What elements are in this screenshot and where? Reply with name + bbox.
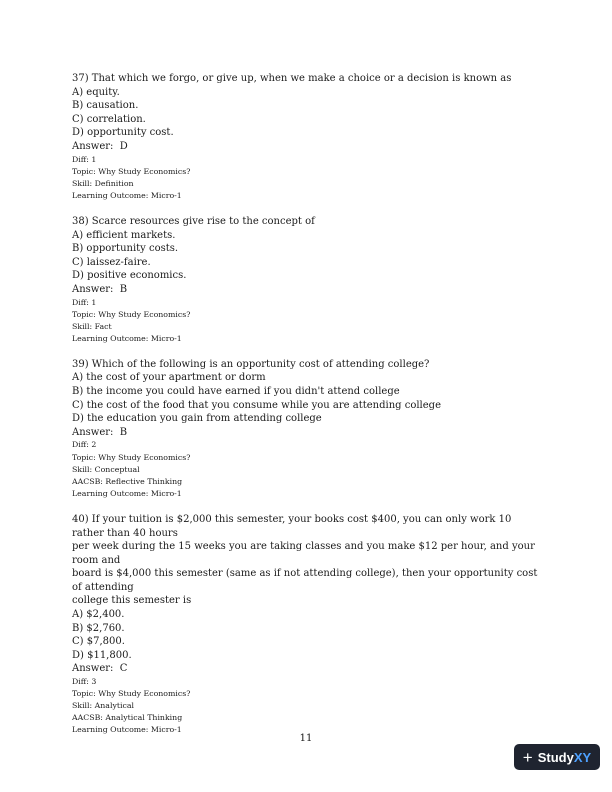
question-stem-line-4: college this semester is [72,595,192,607]
question-40 [72,513,542,737]
question-stem-line-1: 40) If your tuition is $2,000 this semester, your books cost $400, you can only work 10 rather than 40 hours [72,513,515,539]
meta-learning-outcome: Learning Outcome: Micro-1 [72,190,182,200]
meta-topic: Topic: Why Study Economics? [72,309,191,319]
meta-aacsb: AACSB: Analytical Thinking [72,713,183,723]
answer: Answer: B [72,426,128,438]
page-number: 11 [299,733,313,744]
meta-skill: Skill: Conceptual [72,464,140,474]
option-a: A) efficient markets. [72,229,176,241]
question-37 [72,72,542,202]
option-a: A) the cost of your apartment or dorm [72,372,266,384]
question-stem: 38) Scarce resources give rise to the concept of [72,215,315,227]
meta-topic: Topic: Why Study Economics? [72,452,191,462]
option-b: B) $2,760. [72,622,125,634]
option-c: C) laissez-faire. [72,256,151,268]
option-a: A) $2,400. [72,609,125,621]
meta-learning-outcome: Learning Outcome: Micro-1 [72,333,182,343]
option-b: B) the income you could have earned if you didn't attend college [72,386,400,398]
answer: Answer: D [72,140,128,152]
badge-text-main: Study [537,749,574,765]
meta-skill: Skill: Analytical [72,701,134,711]
meta-topic: Topic: Why Study Economics? [72,689,191,699]
meta-learning-outcome: Learning Outcome: Micro-1 [72,488,182,498]
option-d: D) $11,800. [72,649,132,661]
meta-skill: Skill: Definition [72,178,134,188]
badge-text-accent: XY [573,749,592,765]
option-c: C) $7,800. [72,636,125,648]
document-page [72,72,542,750]
meta-diff: Diff: 3 [72,677,97,687]
question-stem-line-2: per week during the 15 weeks you are taking classes and you make $12 per hour, and your room and [72,541,539,566]
answer: Answer: B [72,283,128,295]
option-c: C) the cost of the food that you consume while you are attending college [72,399,441,411]
meta-topic: Topic: Why Study Economics? [72,166,191,176]
question-39 [72,358,542,500]
studyxy-badge[interactable] [514,744,600,770]
meta-diff: Diff: 2 [72,440,97,450]
answer: Answer: C [72,663,128,675]
meta-aacsb: AACSB: Reflective Thinking [72,476,183,486]
meta-learning-outcome: Learning Outcome: Micro-1 [72,725,182,735]
plus-icon: + [522,747,533,767]
meta-diff: Diff: 1 [72,154,97,164]
meta-diff: Diff: 1 [72,297,97,307]
option-a: A) equity. [72,86,120,98]
option-d: D) the education you gain from attending college [72,413,322,425]
meta-skill: Skill: Fact [72,321,112,331]
option-b: B) opportunity costs. [72,243,179,255]
question-stem: 39) Which of the following is an opportunity cost of attending college? [72,358,430,370]
option-b: B) causation. [72,100,139,112]
option-c: C) correlation. [72,113,146,125]
question-38 [72,215,542,345]
option-d: D) opportunity cost. [72,127,174,139]
question-stem-line-3: board is $4,000 this semester (same as if not attending college), then your opportunity cost of attending [72,568,541,593]
option-d: D) positive economics. [72,270,187,282]
question-stem: 37) That which we forgo, or give up, when we make a choice or a decision is known as [72,73,512,84]
